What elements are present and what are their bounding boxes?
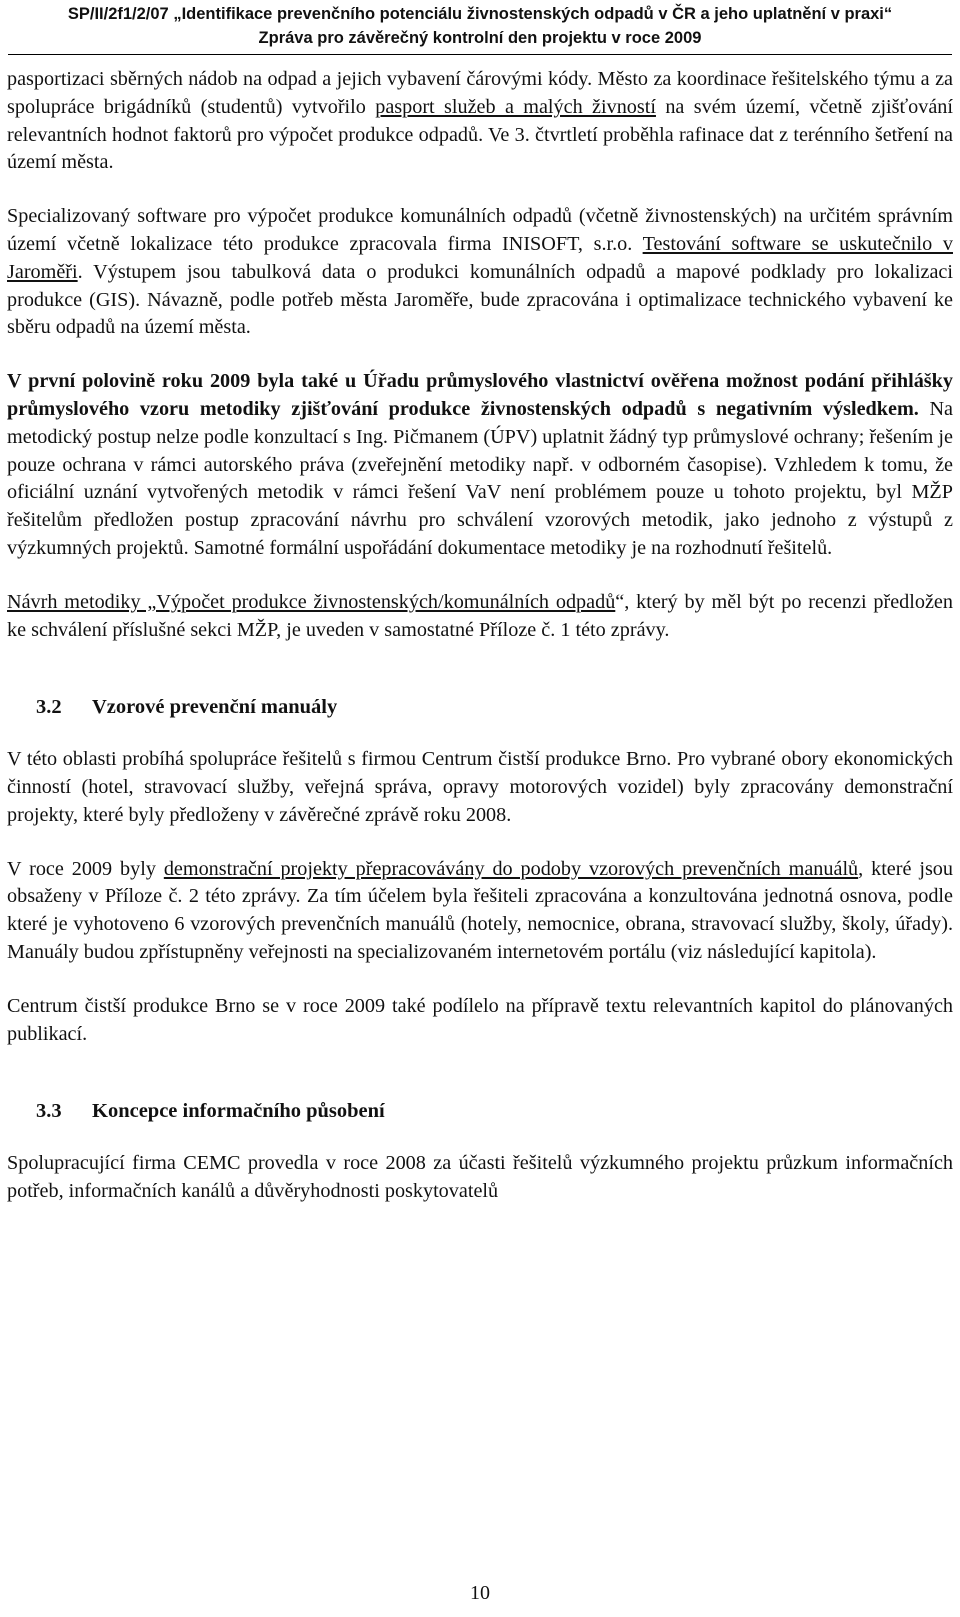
bold-statement: V první polovině roku 2009 byla také u Úřadu průmyslového vlastnictví ověřena možnost podání přihlášky průmyslového vzoru metodiky zjišťování produkce živnostenských odpadů s negativním výsledkem. [7, 370, 953, 420]
section-heading-3-2: 3.2 Vzorové prevenční manuály [36, 696, 338, 719]
underlined-phrase: demonstrační projekty přepracovávány do podoby vzorových prevenčních manuálů [163, 857, 859, 880]
paragraph-navrh-metodiky: Návrh metodiky „Výpočet produkce živnostenských/komunálních odpadů“, který by měl být po recenzi předložen ke schválení příslušné sekci MŽP, je uveden v samostatné Příloze č. 1 této zprávy. [7, 590, 953, 641]
underlined-phrase: Návrh metodiky „Výpočet produkce živnostenských/komunálních odpadů [7, 590, 616, 613]
header-rule [8, 54, 952, 55]
page-header [0, 2, 960, 50]
section-heading-3-3: 3.3 Koncepce informačního působení [36, 1100, 385, 1123]
paragraph-manualy: V roce 2009 byly demonstrační projekty přepracovávány do podoby vzorových prevenčních manuálů, které jsou obsaženy v Příloze č. 2 této zprávy. Za tím účelem byla řešiteli zpracována a konzultována jednotná osnova, podle které je vyhotoveno 6 vzorových prevenčních manuálů (hotely, nemocnice, obrana, stravovací služby, školy, úřady). Manuály budou zpřístupněny veřejnosti na specializovaném internetovém portálu (viz následující kapitola). [7, 857, 953, 963]
page-number: 10 [470, 1582, 490, 1604]
header-project-title: SP/II/2f1/2/07 „Identifikace prevenčního potenciálu živnostenských odpadů v ČR a jeho uplatnění v praxi“ [67, 5, 893, 23]
underlined-phrase: Testování software se uskutečnilo v Jaroměři [7, 232, 953, 283]
underlined-phrase: pasport služeb a malých živností [375, 95, 656, 118]
paragraph-publikace: Centrum čistší produkce Brno se v roce 2009 také podílelo na přípravě textu relevantních kapitol do plánovaných publikací. [7, 994, 953, 1045]
paragraph-pasportizace: pasportizaci sběrných nádob na odpad a jejich vybavení čárovými kódy. Město za koordinace řešitelského týmu a za spolupráce brigádníků (studentů) vytvořilo pasport služeb a malých živností na svém území, včetně zjišťování relevantních hodnot faktorů pro výpočet produkce odpadů. Ve 3. čtvrtletí proběhla rafinace dat z terénního šetření na území města. [7, 68, 953, 174]
document-body [7, 66, 953, 1206]
paragraph-software: Specializovaný software pro výpočet produkce komunálních odpadů (včetně živnostenských) na určitém správním území včetně lokalizace této produkce zpracovala firma INISOFT, s.r.o. Testování software se uskutečnilo v Jaroměři. Výstupem jsou tabulková data o produkci komunálních odpadů a mapové podklady pro lokalizaci produkce (GIS). Návazně, podle potřeb města Jaroměře, bude zpracována i optimalizace technického vybavení ke sběru odpadů na území města. [7, 205, 953, 339]
paragraph-cemc: Spolupracující firma CEMC provedla v roce 2008 za účasti řešitelů výzkumného projektu průzkum informačních potřeb, informačních kanálů a důvěryhodnosti poskytovatelů [7, 1152, 953, 1202]
paragraph-upv: V první polovině roku 2009 byla také u Úřadu průmyslového vlastnictví ověřena možnost podání přihlášky průmyslového vzoru metodiky zjišťování produkce živnostenských odpadů s negativním výsledkem. Na metodický postup nelze podle konzultací s Ing. Pičmanem (ÚPV) uplatnit žádný typ průmyslové ochrany; řešením je pouze ochrana v rámci autorského práva (zveřejnění metodiky např. v odborném časopise). Vzhledem k tomu, že oficiální uznání vytvořených metodik v rámci řešení VaV není problémem pouze u tohoto projektu, byl MŽP řešitelům předložen postup zpracování návrhu pro schválení vzorových metodik, jako jednoho z výstupů z výzkumných projektů. Samotné formální uspořádání dokumentace metodiky je na rozhodnutí řešitelů. [7, 370, 953, 559]
paragraph-ccp-brno: V této oblasti probíhá spolupráce řešitelů s firmou Centrum čistší produkce Brno. Pro vybrané obory ekonomických činností (hotel, stravovací služby, veřejná správa, opravy motorových vozidel) byly zpracovány demonstrační projekty, které byly předloženy v závěrečné zprávě roku 2008. [7, 748, 953, 826]
header-report-title: Zpráva pro závěrečný kontrolní den projektu v roce 2009 [258, 29, 702, 47]
